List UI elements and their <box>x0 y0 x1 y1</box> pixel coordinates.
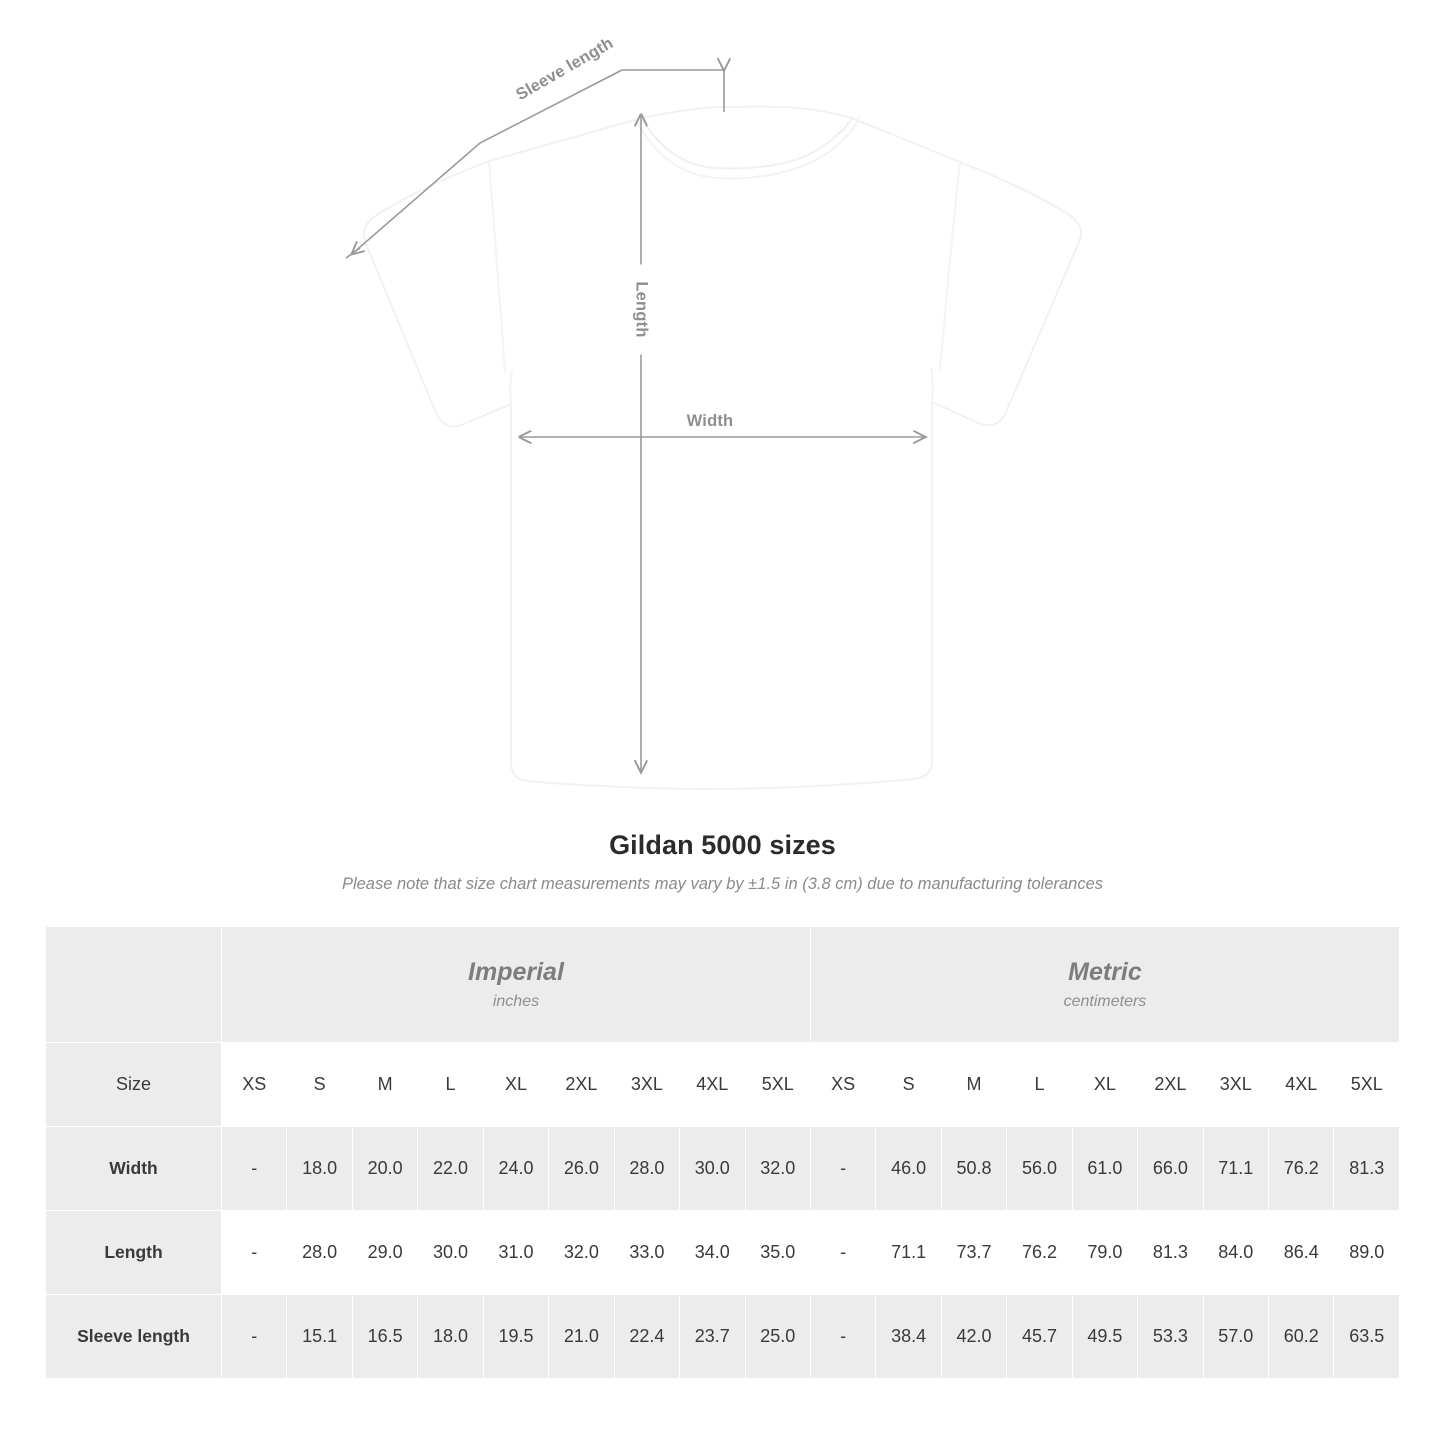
cell: 28.0 <box>287 1211 352 1295</box>
cell: 16.5 <box>352 1295 417 1379</box>
size-header-cell: 2XL <box>1138 1043 1203 1127</box>
size-header-cell: 2XL <box>549 1043 614 1127</box>
size-header-row <box>46 1043 1400 1127</box>
unit-group-metric-name: Metric <box>1068 958 1142 987</box>
cell: 35.0 <box>745 1211 810 1295</box>
cell: - <box>810 1295 875 1379</box>
cell: 63.5 <box>1334 1295 1400 1379</box>
cell: 15.1 <box>287 1295 352 1379</box>
size-header-cell: S <box>287 1043 352 1127</box>
unit-group-metric-sub: centimeters <box>1063 992 1147 1010</box>
unit-group-metric <box>810 927 1399 1043</box>
size-table-wrapper <box>45 926 1400 1379</box>
cell: 76.2 <box>1269 1127 1334 1211</box>
cell: 24.0 <box>483 1127 548 1211</box>
unit-group-imperial <box>222 927 811 1043</box>
size-header-cell: XL <box>1072 1043 1137 1127</box>
cell: 26.0 <box>549 1127 614 1211</box>
size-header-cell: L <box>418 1043 483 1127</box>
cell: 18.0 <box>418 1295 483 1379</box>
cell: 86.4 <box>1269 1211 1334 1295</box>
size-header-cell: XS <box>810 1043 875 1127</box>
cell: - <box>810 1211 875 1295</box>
unit-group-corner <box>46 927 222 1043</box>
size-header-cell: 3XL <box>614 1043 679 1127</box>
cell: 21.0 <box>549 1295 614 1379</box>
unit-group-imperial-sub: inches <box>492 992 540 1010</box>
unit-group-row <box>46 927 1400 1043</box>
cell: 18.0 <box>287 1127 352 1211</box>
cell: 32.0 <box>745 1127 810 1211</box>
table-row <box>46 1295 1400 1379</box>
cell: 20.0 <box>352 1127 417 1211</box>
cell: 73.7 <box>941 1211 1006 1295</box>
cell: 76.2 <box>1007 1211 1072 1295</box>
size-header-cell: 3XL <box>1203 1043 1268 1127</box>
cell: 60.2 <box>1269 1295 1334 1379</box>
cell: 50.8 <box>941 1127 1006 1211</box>
cell: 79.0 <box>1072 1211 1137 1295</box>
cell: 57.0 <box>1203 1295 1268 1379</box>
size-header-cell: 5XL <box>1334 1043 1400 1127</box>
chart-title-block <box>0 830 1445 894</box>
size-header-cell: M <box>941 1043 1006 1127</box>
cell: 23.7 <box>680 1295 745 1379</box>
tolerance-note: Please note that size chart measurements may vary by ±1.5 in (3.8 cm) due to manufacturing tolerances <box>341 875 1104 893</box>
cell: 53.3 <box>1138 1295 1203 1379</box>
cell: 46.0 <box>876 1127 941 1211</box>
size-chart-table <box>45 926 1400 1379</box>
size-header-cell: 5XL <box>745 1043 810 1127</box>
width-label: Width <box>668 412 752 431</box>
cell: 30.0 <box>680 1127 745 1211</box>
cell: 66.0 <box>1138 1127 1203 1211</box>
cell: 56.0 <box>1007 1127 1072 1211</box>
cell: 89.0 <box>1334 1211 1400 1295</box>
table-row <box>46 1211 1400 1295</box>
row-label-sleeve-length: Sleeve length <box>46 1295 222 1379</box>
cell: 31.0 <box>483 1211 548 1295</box>
tshirt-shape <box>364 107 1081 789</box>
size-header-cell: 4XL <box>1269 1043 1334 1127</box>
cell: 71.1 <box>876 1211 941 1295</box>
cell: - <box>810 1127 875 1211</box>
cell: - <box>222 1127 287 1211</box>
size-header-cell: XS <box>222 1043 287 1127</box>
size-header-cell: L <box>1007 1043 1072 1127</box>
cell: 84.0 <box>1203 1211 1268 1295</box>
cell: 45.7 <box>1007 1295 1072 1379</box>
cell: - <box>222 1211 287 1295</box>
cell: 19.5 <box>483 1295 548 1379</box>
page-title: Gildan 5000 sizes <box>609 830 836 860</box>
sleeve-length-label: Sleeve length <box>513 34 617 105</box>
unit-group-imperial-name: Imperial <box>468 958 564 987</box>
length-label: Length <box>632 265 651 355</box>
size-header-cell: S <box>876 1043 941 1127</box>
cell: 25.0 <box>745 1295 810 1379</box>
cell: 32.0 <box>549 1211 614 1295</box>
cell: 33.0 <box>614 1211 679 1295</box>
cell: - <box>222 1295 287 1379</box>
cell: 22.4 <box>614 1295 679 1379</box>
cell: 28.0 <box>614 1127 679 1211</box>
cell: 42.0 <box>941 1295 1006 1379</box>
cell: 29.0 <box>352 1211 417 1295</box>
cell: 81.3 <box>1138 1211 1203 1295</box>
cell: 49.5 <box>1072 1295 1137 1379</box>
row-label-width: Width <box>46 1127 222 1211</box>
cell: 34.0 <box>680 1211 745 1295</box>
size-header-cell: M <box>352 1043 417 1127</box>
size-header-cell: 4XL <box>680 1043 745 1127</box>
cell: 61.0 <box>1072 1127 1137 1211</box>
cell: 38.4 <box>876 1295 941 1379</box>
size-header-cell: XL <box>483 1043 548 1127</box>
cell: 30.0 <box>418 1211 483 1295</box>
table-row <box>46 1127 1400 1211</box>
cell: 22.0 <box>418 1127 483 1211</box>
size-header-label: Size <box>46 1043 222 1127</box>
row-label-length: Length <box>46 1211 222 1295</box>
cell: 71.1 <box>1203 1127 1268 1211</box>
cell: 81.3 <box>1334 1127 1400 1211</box>
